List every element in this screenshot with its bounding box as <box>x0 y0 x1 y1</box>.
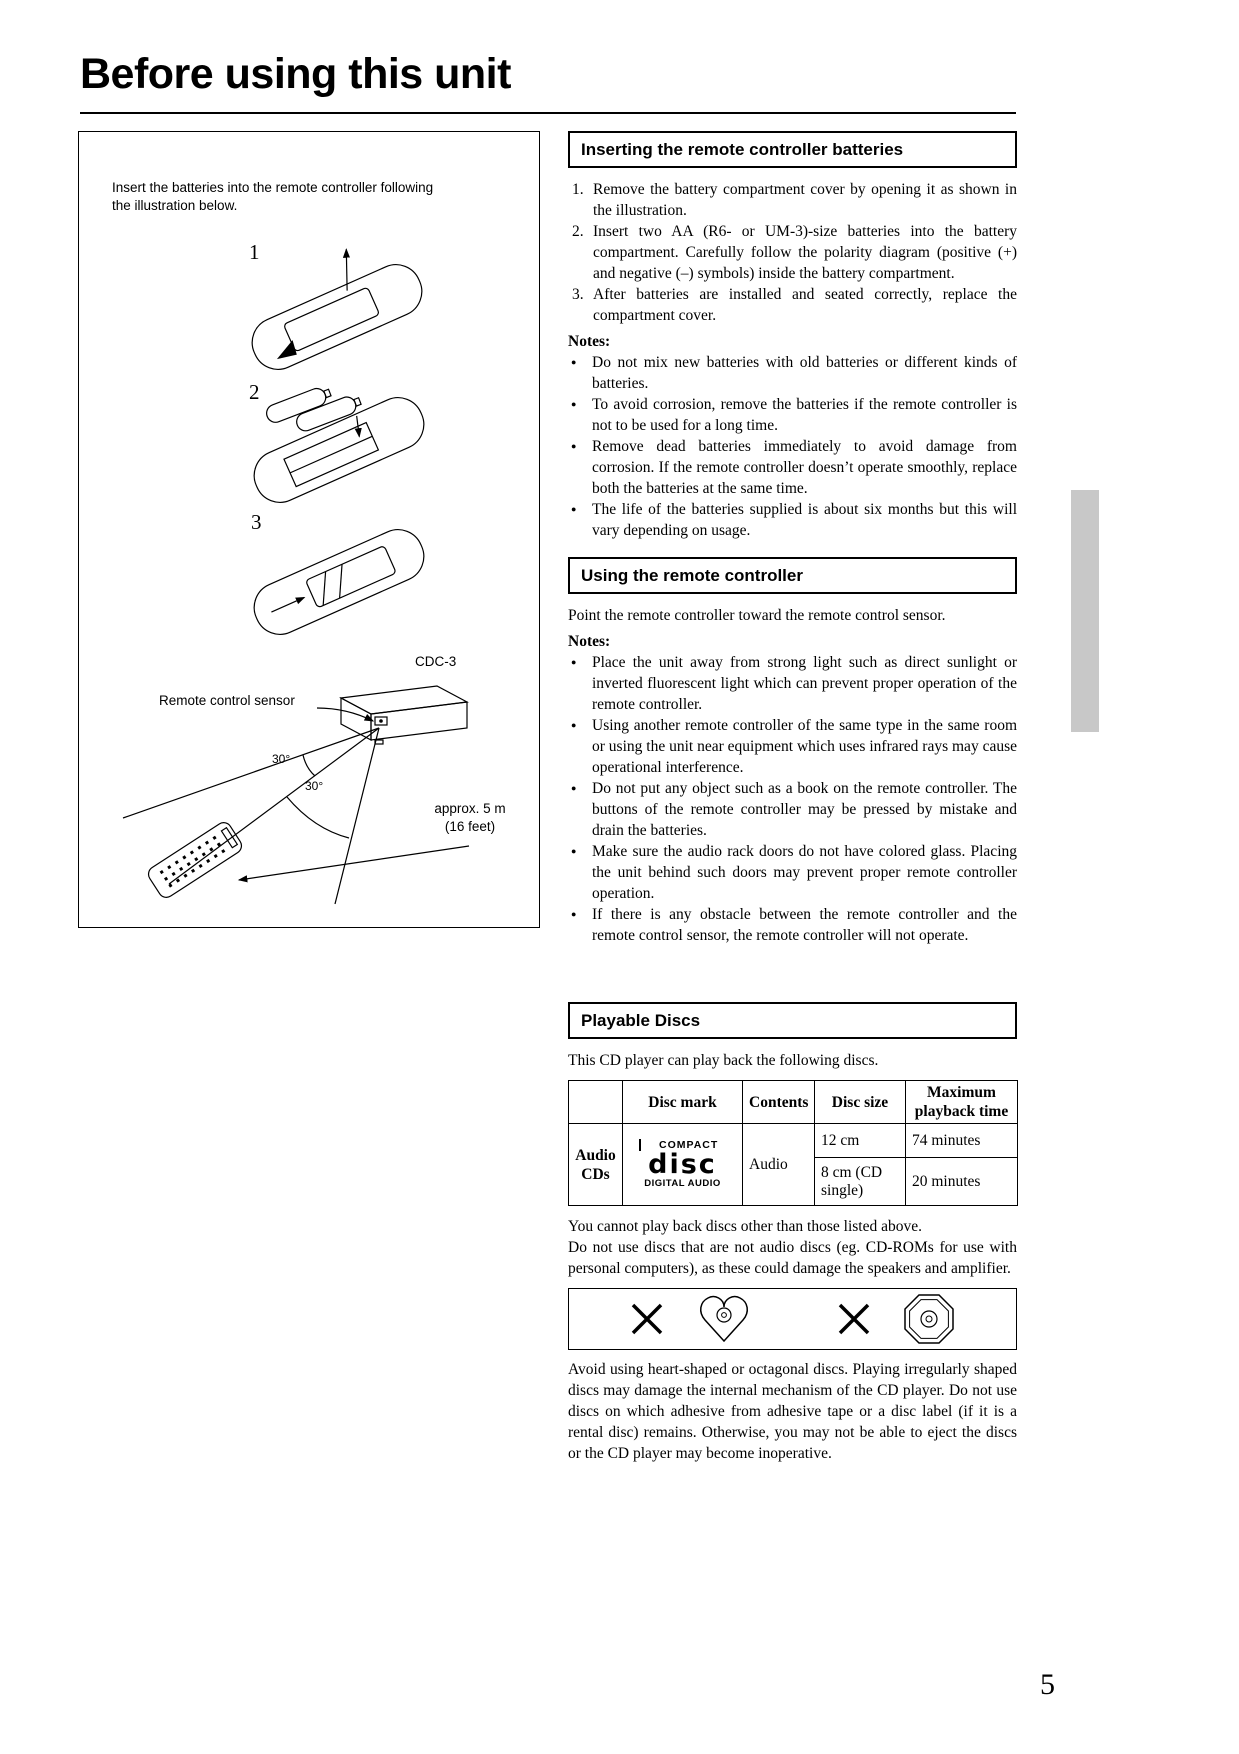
distance-value: approx. 5 m <box>434 801 506 816</box>
playback-time-cell: 74 minutes <box>906 1124 1018 1158</box>
prohibited-heart-group <box>629 1293 753 1345</box>
distance-arrow <box>239 846 469 880</box>
header-disc-mark: Disc mark <box>623 1081 743 1124</box>
distance-label <box>404 800 536 836</box>
disc-mark-cell <box>623 1124 743 1206</box>
notes-label: Notes: <box>568 333 611 350</box>
header-max-playback: Maximum playback time <box>906 1081 1018 1124</box>
table-row <box>569 1124 1018 1158</box>
page-number: 5 <box>1040 1668 1055 1701</box>
prohibited-discs-box <box>568 1288 1017 1350</box>
note-item: ● To avoid corrosion, remove the batteries if the remote controller is not to be used for a long time. <box>568 394 1017 436</box>
discs-note-3: Avoid using heart-shaped or octagonal discs. Playing irregularly shaped discs may damage the internal mechanism of the CD player. Do not use discs on which adhesive from adhesive tape or a disc label (if it is a rental disc) remains. Otherwise, you may not be able to eject the discs or the CD player may become inoperative. <box>568 1361 1017 1462</box>
cd-logo-compact: COMPACT <box>639 1139 736 1151</box>
note-item: ● Using another remote controller of the same type in the same room or using the unit near equipment which uses infrared rays may cause operational interference. <box>568 715 1017 778</box>
prohibited-octagon-group <box>836 1292 956 1346</box>
angle-label-left: 30° <box>272 752 291 766</box>
table-header-row <box>569 1081 1018 1124</box>
note-item: ● Remove dead batteries immediately to avoid damage from corrosion. If the remote controller doesn’t operate smoothly, replace both the batteries at the same time. <box>568 436 1017 499</box>
device-model-label: CDC-3 <box>415 654 457 669</box>
angle-label-right: 30° <box>305 779 324 793</box>
figure-caption: Insert the batteries into the remote controller following the illustration below. <box>112 180 434 213</box>
battery-step-2 <box>568 221 1017 284</box>
battery-notes-list <box>568 352 1017 541</box>
header-contents: Contents <box>743 1081 815 1124</box>
remote-cover-removal-illustration <box>231 227 430 377</box>
discs-intro: This CD player can play back the following discs. <box>568 1052 879 1069</box>
step-text: Remove the battery compartment cover by opening it as shown in the illustration. <box>593 181 1017 219</box>
note-item: ● Place the unit away from strong light such as direct sunlight or inverted fluorescent light which can prevent proper operation of the remote controller. <box>568 652 1017 715</box>
battery-installation-figure <box>78 131 540 928</box>
x-mark-icon <box>629 1301 665 1337</box>
battery-steps-list <box>568 179 1017 326</box>
reception-angle-lines <box>123 728 379 904</box>
text-column <box>568 131 1017 1464</box>
notes-label: Notes: <box>568 633 611 650</box>
using-notes-list <box>568 652 1017 946</box>
heading-playable-discs: Playable Discs <box>568 1002 1017 1039</box>
disc-size-cell: 12 cm <box>815 1124 906 1158</box>
note-item: ● Do not mix new batteries with old batteries or different kinds of batteries. <box>568 352 1017 394</box>
header-empty <box>569 1081 623 1124</box>
battery-insertion-illustration <box>229 351 432 511</box>
remote-controller-illustration <box>145 820 244 901</box>
disc-size-cell: 8 cm (CD single) <box>815 1158 906 1206</box>
note-item: ● Do not put any object such as a book on the remote controller. The buttons of the remote controller may be pressed by mistake and drain the batteries. <box>568 778 1017 841</box>
playback-time-cell: 20 minutes <box>906 1158 1018 1206</box>
page-title: Before using this unit <box>80 50 511 98</box>
octagon-disc-icon <box>902 1292 956 1346</box>
discs-note-2: Do not use discs that are not audio discs (eg. CD-ROMs for use with personal computers), as these could damage the speakers and amplifier. <box>568 1239 1017 1277</box>
step-number: 1. <box>572 181 584 198</box>
section-edge-tab <box>1071 490 1099 732</box>
figure-step-number-2: 2 <box>249 380 260 404</box>
cd-logo-disc: disc <box>648 1149 717 1180</box>
battery-step-3 <box>568 284 1017 326</box>
note-item: ● The life of the batteries supplied is about six months but this will vary depending on usage. <box>568 499 1017 541</box>
note-item: ● If there is any obstacle between the remote controller and the remote control sensor, the remote controller will not operate. <box>568 904 1017 946</box>
figure-step-number-3: 3 <box>251 510 262 534</box>
header-disc-size: Disc size <box>815 1081 906 1124</box>
heading-using-remote: Using the remote controller <box>568 557 1017 594</box>
audio-cds-cell: Audio CDs <box>569 1124 623 1206</box>
remote-sensor-label: Remote control sensor <box>159 693 295 708</box>
note-item: ● Make sure the audio rack doors do not have colored glass. Placing the unit behind such doors may prevent proper remote controller operation. <box>568 841 1017 904</box>
step-text: After batteries are installed and seated correctly, replace the compartment cover. <box>593 286 1017 324</box>
x-mark-icon <box>836 1301 872 1337</box>
heading-inserting-batteries: Inserting the remote controller batteries <box>568 131 1017 168</box>
battery-step-1 <box>568 179 1017 221</box>
compact-disc-logo <box>629 1139 736 1190</box>
contents-cell: Audio <box>743 1124 815 1206</box>
distance-feet: (16 feet) <box>444 819 496 834</box>
step-number: 3. <box>572 286 584 303</box>
step-text: Insert two AA (R6- or UM-3)-size batteries into the battery compartment. Carefully follow the polarity diagram (positive (+) and negative (–) symbols) inside the battery compartment. <box>593 223 1017 282</box>
discs-note-1: You cannot play back discs other than those listed above. <box>568 1218 922 1235</box>
cover-replacement-illustration <box>246 522 432 643</box>
using-intro: Point the remote controller toward the remote control sensor. <box>568 607 946 624</box>
playable-discs-table <box>568 1080 1018 1206</box>
step-number: 2. <box>572 223 584 240</box>
figure-step-number-1: 1 <box>249 240 260 264</box>
title-rule <box>80 112 1016 114</box>
heart-disc-icon <box>695 1293 753 1345</box>
cd-logo-digital-audio: DIGITAL AUDIO <box>644 1178 721 1189</box>
